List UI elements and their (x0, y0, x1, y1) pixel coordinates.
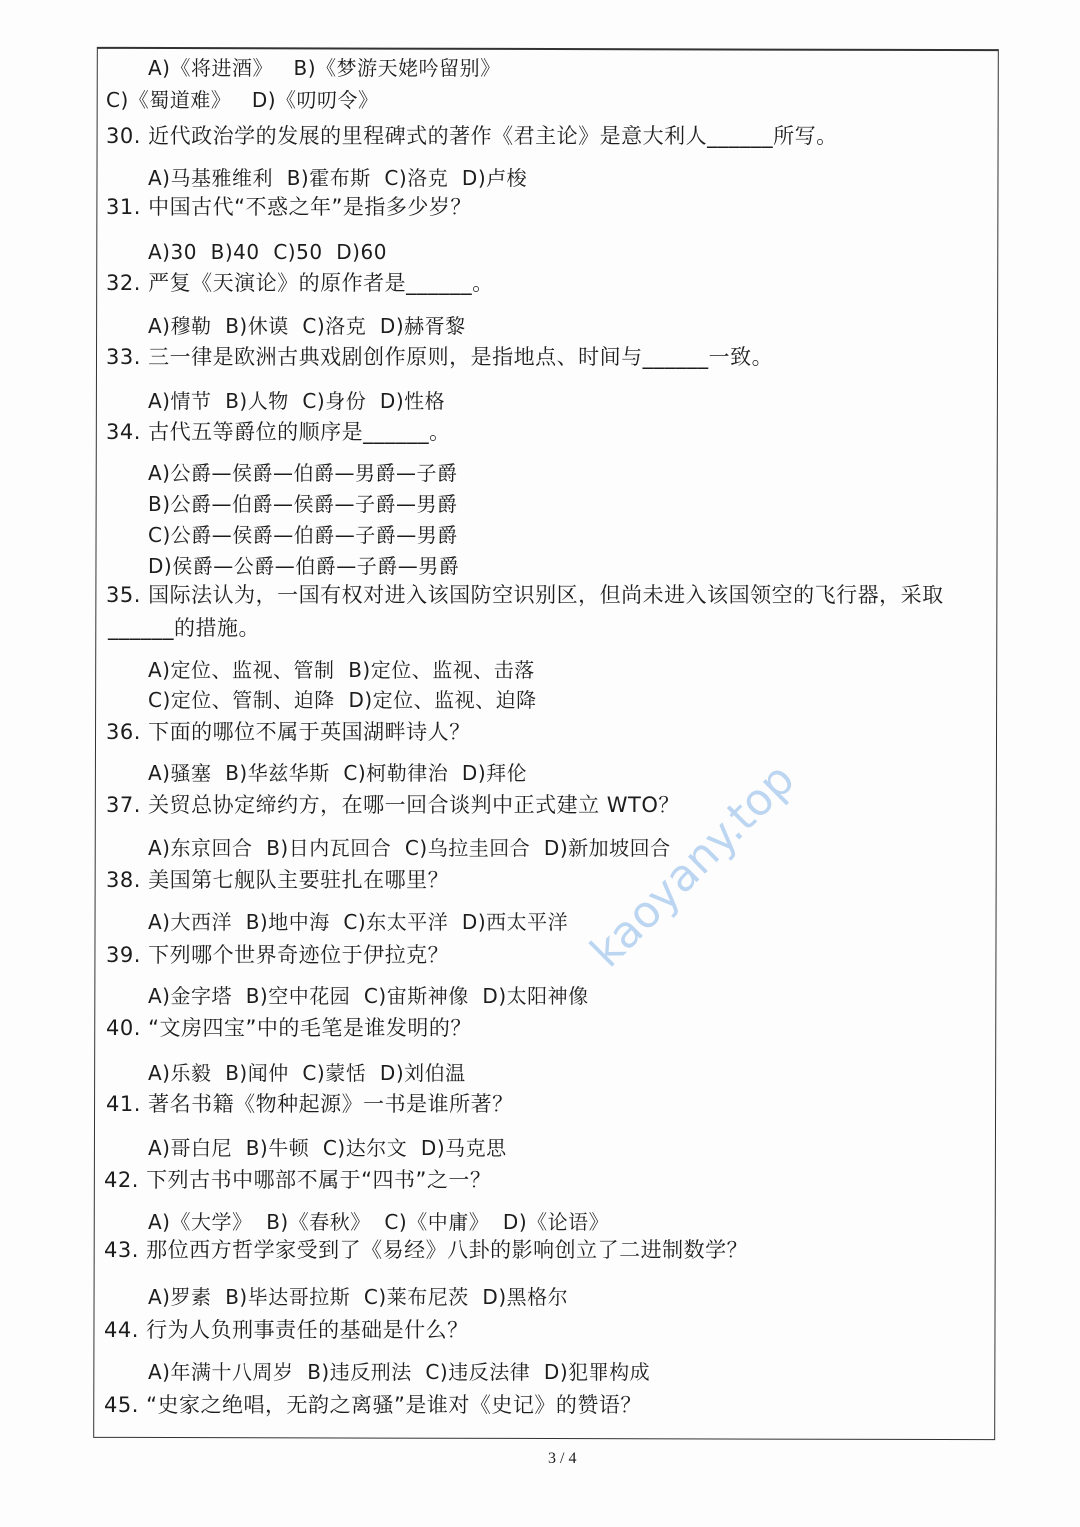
options-37: A)东京回合 B)日内瓦回合 C)乌拉圭回合 D)新加坡回合 (148, 836, 671, 860)
question-45: 45. “史家之绝唱，无韵之离骚”是谁对《史记》的赞语？ (104, 1393, 642, 1417)
option-34-d: D)侯爵—公爵—伯爵—子爵—男爵 (148, 554, 460, 578)
question-40: 40. “文房四宝”中的毛笔是谁发明的？ (106, 1016, 472, 1040)
question-32: 32. 严复《天演论》的原作者是______。 (106, 271, 494, 295)
options-33: A)情节 B)人物 C)身份 D)性格 (148, 389, 446, 413)
options-31: A)30 B)40 C)50 D)60 (148, 240, 387, 264)
options-30: A)马基雅维利 B)霍布斯 C)洛克 D)卢梭 (148, 166, 528, 190)
options-40: A)乐毅 B)闻仲 C)蒙恬 D)刘伯温 (148, 1061, 466, 1085)
question-41: 41. 著名书籍《物种起源》一书是谁所著？ (106, 1092, 514, 1116)
options-36: A)骚塞 B)华兹华斯 C)柯勒律治 D)拜伦 (148, 761, 528, 785)
options-43: A)罗素 B)毕达哥拉斯 C)莱布尼茨 D)黑格尔 (148, 1285, 569, 1309)
question-35-line1: 35. 国际法认为，一国有权对进入该国防空识别区，但尚未进入该国领空的飞行器，采取 (106, 583, 944, 607)
question-34: 34. 古代五等爵位的顺序是______。 (106, 420, 451, 444)
question-37: 37. 关贸总协定缔约方，在哪一回合谈判中正式建立 WTO？ (106, 793, 680, 817)
options-38: A)大西洋 B)地中海 C)东太平洋 D)西太平洋 (148, 910, 569, 934)
options-44: A)年满十八周岁 B)违反刑法 C)违反法律 D)犯罪构成 (148, 1360, 651, 1384)
question-30: 30. 近代政治学的发展的里程碑式的著作《君主论》是意大利人______所写。 (106, 124, 838, 148)
option-34-c: C)公爵—侯爵—伯爵—子爵—男爵 (148, 523, 458, 547)
question-33: 33. 三一律是欧洲古典戏剧创作原则，是指地点、时间与______一致。 (106, 345, 774, 369)
options-29-cd: C)《蜀道难》 D)《叨叨令》 (106, 88, 379, 112)
question-39: 39. 下列哪个世界奇迹位于伊拉克？ (106, 943, 450, 967)
options-32: A)穆勒 B)休谟 C)洛克 D)赫胥黎 (148, 314, 466, 338)
options-39: A)金字塔 B)空中花园 C)宙斯神像 D)太阳神像 (148, 984, 589, 1008)
options-35-cd: C)定位、管制、迫降 D)定位、监视、迫降 (148, 688, 537, 712)
option-34-a: A)公爵—侯爵—伯爵—男爵—子爵 (148, 461, 458, 485)
question-31: 31. 中国古代“不惑之年”是指多少岁？ (106, 195, 472, 219)
question-43: 43. 那位西方哲学家受到了《易经》八卦的影响创立了二进制数学？ (104, 1238, 749, 1262)
options-35-ab: A)定位、监视、管制 B)定位、监视、击落 (148, 658, 535, 682)
question-44: 44. 行为人负刑事责任的基础是什么？ (104, 1318, 469, 1342)
option-34-b: B)公爵—伯爵—侯爵—子爵—男爵 (148, 492, 458, 516)
question-38: 38. 美国第七舰队主要驻扎在哪里？ (106, 868, 450, 892)
page-number: 3 / 4 (548, 1450, 577, 1467)
options-29-ab: A)《将进酒》 B)《梦游天姥吟留别》 (148, 56, 501, 80)
options-41: A)哥白尼 B)牛顿 C)达尔文 D)马克思 (148, 1136, 507, 1160)
question-42: 42. 下列古书中哪部不属于“四书”之一？ (104, 1168, 492, 1192)
question-36: 36. 下面的哪位不属于英国湖畔诗人？ (106, 720, 471, 744)
options-42: A)《大学》 B)《春秋》 C)《中庸》 D)《论语》 (148, 1210, 610, 1234)
watermark: kaoyany.top (580, 753, 805, 978)
question-35-line2: ______的措施。 (108, 616, 260, 640)
